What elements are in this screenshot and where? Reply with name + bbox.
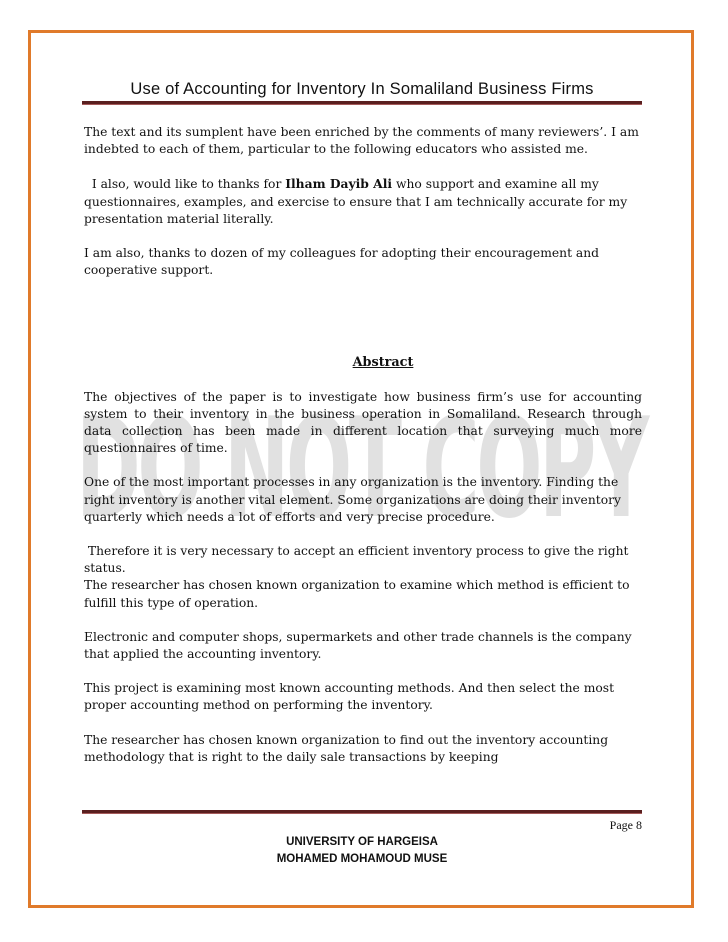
ack-p2-before: I also, would like to thanks for [91, 177, 286, 192]
ack-paragraph-1: The text and its sumplent have been enriched by the comments of many reviewers’. I am indebted to each of them, particular to the following educators who assisted me. [84, 125, 639, 157]
abstract-paragraph-text: Therefore it is very necessary to accept an efficient inventory process to give the right status. [84, 544, 629, 576]
abstract-paragraph: Electronic and computer shops, supermarkets and other trade channels is the company that applied the accounting inventory. [84, 629, 632, 662]
abstract-paragraph [84, 543, 642, 577]
page-number: Page 8 [609, 818, 642, 832]
header-rule-thin [82, 104, 642, 105]
ack-p2-after: who support and examine all my questionnaires, examples, and exercise to ensure that I am technically accurate for my presentation material literally. [84, 177, 628, 226]
abstract-paragraph: The objectives of the paper is to investigate how business firm’s use for accounting system to their inventory in the business operation in Somaliland. Research through data collection has been made in different location that surveying much more questionnaires of time. [84, 389, 642, 456]
ack-person-name: Ilham Dayib Ali [285, 176, 393, 192]
footer-rule-thin [82, 813, 642, 814]
abstract-paragraph: This project is examining most known accounting methods. And then select the most proper accounting method on performing the inventory. [84, 681, 615, 713]
footer-author: MOHAMED MOHAMOUD MUSE [276, 853, 448, 865]
footer-university: UNIVERSITY OF HARGEISA [286, 836, 438, 848]
document-body [84, 124, 642, 766]
abstract-heading: Abstract [352, 355, 414, 371]
header-title: Use of Accounting for Inventory In Somaliland Business Firms [130, 80, 594, 98]
ack-paragraph-2 [84, 175, 642, 228]
abstract-paragraph: The researcher has chosen known organization to find out the inventory accounting methodology that is right to the daily sale transactions by keeping [84, 732, 609, 764]
abstract-paragraph: The researcher has chosen known organization to examine which method is efficient to fulfill this type of operation. [84, 578, 630, 610]
abstract-paragraph: One of the most important processes in any organization is the inventory. Finding the right inventory is another vital element. Some organizations are doing their inventory quarterly which needs a lot of efforts and very precise procedure. [84, 475, 621, 524]
watermark-text: DO NOT COPY [76, 388, 651, 549]
ack-paragraph-3: I am also, thanks to dozen of my colleagues for adopting their encouragement and cooperative support. [84, 246, 600, 278]
